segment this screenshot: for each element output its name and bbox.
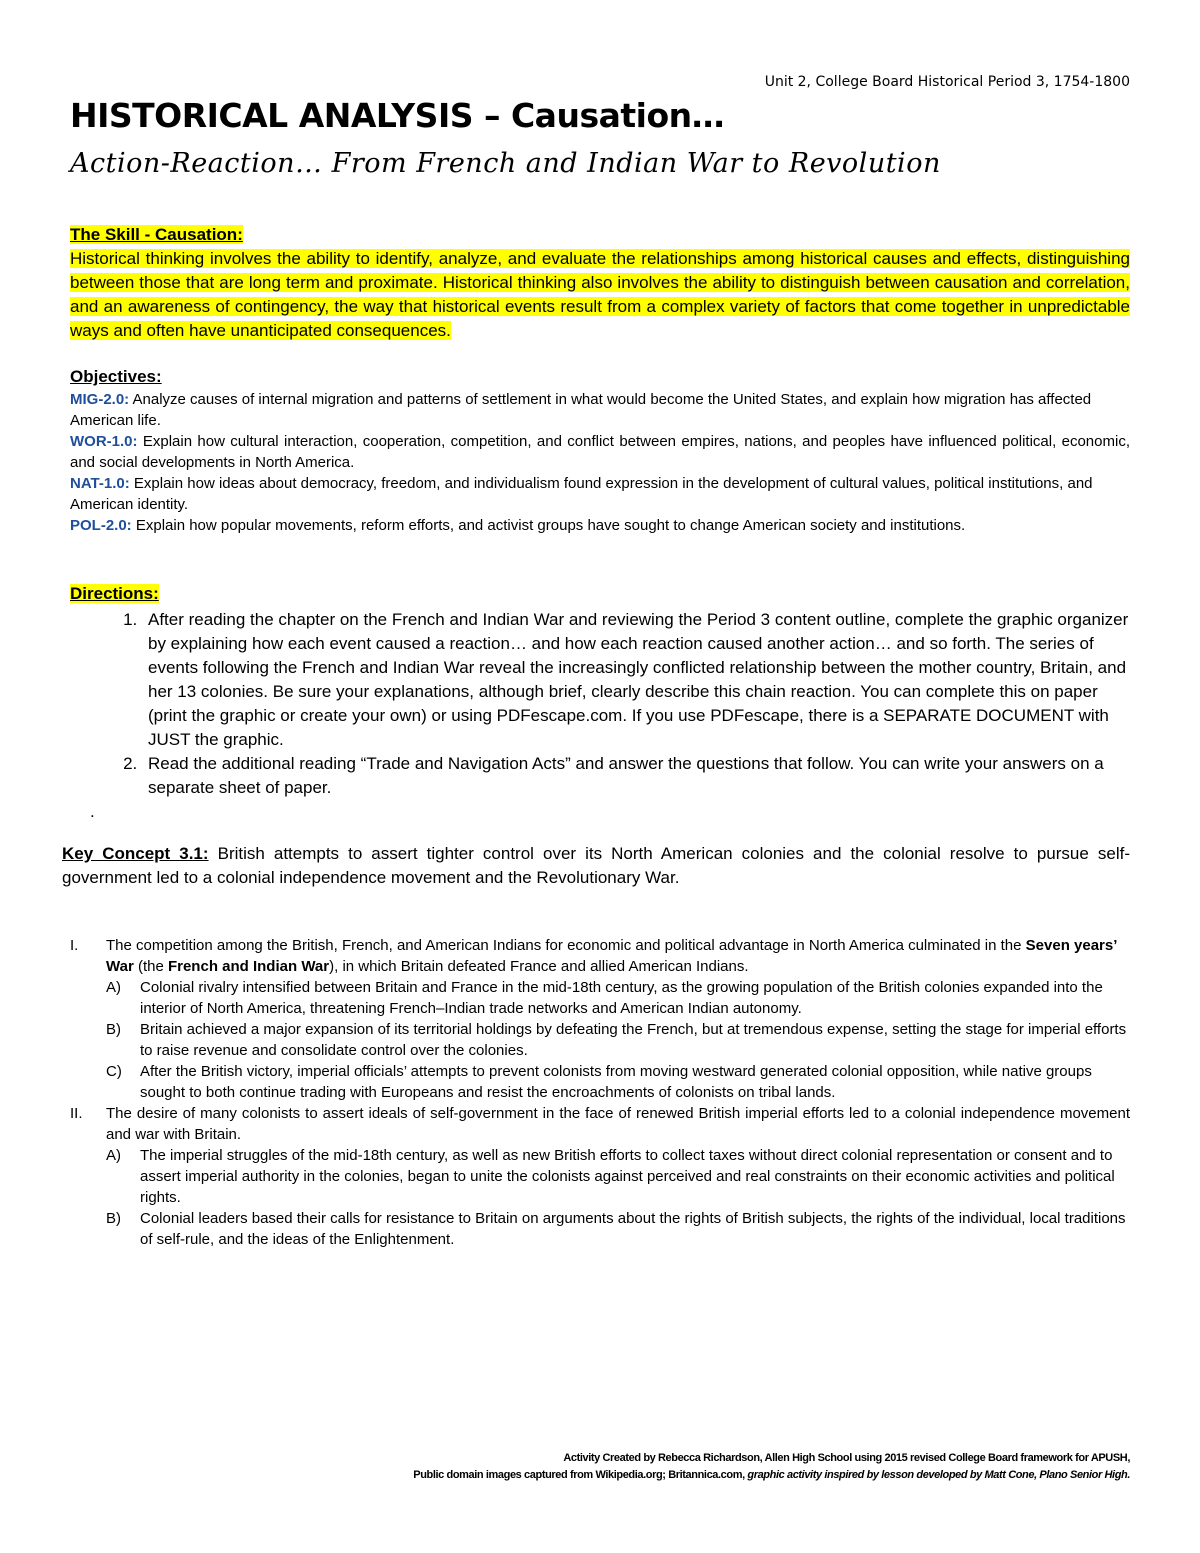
- page-title: HISTORICAL ANALYSIS – Causation…: [70, 96, 725, 135]
- page-subtitle: Action-Reaction… From French and Indian War to Revolution: [70, 148, 941, 179]
- outline-subitem: A) Colonial rivalry intensified between Britain and France in the mid-18th century, as the growing population of the British colonies expanded into the interior of North America, threatening French–Indian trade networks and American Indian autonomy.: [106, 979, 1103, 1017]
- objective-text: Explain how cultural interaction, cooperation, competition, and conflict between empires, nations, and peoples have influenced political, economic, and social developments in North America.: [70, 433, 1130, 471]
- directions-list: [142, 608, 1130, 800]
- outline-section: [70, 1103, 1130, 1145]
- directions-trailing: .: [90, 802, 95, 821]
- objective-code: POL-2.0:: [70, 517, 132, 534]
- skill-heading: The Skill - Causation:: [70, 225, 243, 244]
- outline-subitem: B) Britain achieved a major expansion of its territorial holdings by defeating the French, but at tremendous expense, setting the stage for imperial efforts to raise revenue and consolidate control over the colonies.: [106, 1021, 1127, 1059]
- footer-line-2: Public domain images captured from Wikipedia.org; Britannica.com, graphic activity inspired by lesson developed by Matt Cone, Plano Senior High.: [413, 1469, 1130, 1481]
- footer-credits: [413, 1450, 1130, 1484]
- outline-subitem: B) Colonial leaders based their calls for resistance to Britain on arguments about the rights of British subjects, the rights of the individual, local traditions of self-rule, and the ideas of the Enlightenment.: [106, 1210, 1126, 1248]
- direction-item: 1. After reading the chapter on the French and Indian War and reviewing the Period 3 content outline, complete the graphic organizer by explaining how each event caused a reaction… and how each reaction caused another action… and so forth. The series of events following the French and Indian War reveal the increasingly conflicted relationship between the mother country, Britain, and her 13 colonies. Be sure your explanations, although brief, clearly describe this chain reaction. You can complete this on paper (print the graphic or create your own) or using PDFescape.com. If you use PDFescape, there is a SEPARATE DOCUMENT with JUST the graphic.: [142, 608, 1130, 752]
- objective-code: MIG-2.0:: [70, 391, 130, 408]
- objective-text: Explain how popular movements, reform efforts, and activist groups have sought to change American society and institutions.: [131, 517, 966, 534]
- objective-text: Explain how ideas about democracy, freedom, and individualism found expression in the development of cultural values, political institutions, and American identity.: [70, 475, 1093, 513]
- objective-code: NAT-1.0:: [70, 475, 130, 492]
- objectives-section: [70, 366, 1130, 536]
- objectives-heading: Objectives:: [70, 367, 162, 386]
- key-concept: [62, 842, 1130, 890]
- skill-body: Historical thinking involves the ability to identify, analyze, and evaluate the relationships among historical causes and effects, distinguishing between those that are long term and proximate. Historical thinking also involves the ability to distinguish between causation and correlation, and an awareness of contingency, the way that historical events result from a complex variety of factors that come together in unpredictable ways and often have unanticipated consequences.: [70, 249, 1130, 340]
- outline-numeral: I.: [70, 937, 79, 954]
- outline-text: The competition among the British, French, and American Indians for economic and political advantage in North America culminated in the Seven years’ War (the French and Indian War), in which Britain defeated France and allied American Indians.: [106, 937, 1117, 975]
- objective-item: [70, 389, 1130, 431]
- concept-outline: [70, 935, 1130, 1250]
- objective-item: [70, 431, 1130, 473]
- direction-item: 2. Read the additional reading “Trade and Navigation Acts” and answer the questions that follow. You can write your answers on a separate sheet of paper.: [142, 752, 1130, 800]
- outline-text: The desire of many colonists to assert ideals of self-government in the face of renewed British imperial efforts led to a colonial independence movement and war with Britain.: [106, 1105, 1130, 1143]
- outline-subitem: C) After the British victory, imperial officials’ attempts to prevent colonists from moving westward generated colonial opposition, while native groups sought to both continue trading with Europeans and resist the encroachments of colonists on tribal lands.: [106, 1063, 1092, 1101]
- key-concept-label: Key Concept 3.1:: [62, 844, 209, 863]
- directions-heading: Directions:: [70, 584, 159, 603]
- unit-header: Unit 2, College Board Historical Period 3, 1754-1800: [764, 74, 1130, 90]
- directions-section: [70, 582, 1130, 824]
- objective-text: Analyze causes of internal migration and patterns of settlement in what would become the United States, and explain how migration has affected American life.: [70, 391, 1092, 429]
- objective-item: [70, 473, 1130, 515]
- outline-subitem: A) The imperial struggles of the mid-18th century, as well as new British efforts to collect taxes without direct colonial representation or consent and to assert imperial authority in the colonies, began to unite the colonists against perceived and real constraints on their economic activities and political rights.: [106, 1147, 1115, 1206]
- footer-line-1: Activity Created by Rebecca Richardson, Allen High School using 2015 revised College Board framework for APUSH,: [563, 1452, 1130, 1464]
- key-concept-text: British attempts to assert tighter control over its North American colonies and the colonial resolve to pursue self-government led to a colonial independence movement and the Revolutionary War.: [62, 844, 1130, 887]
- outline-numeral: II.: [70, 1105, 83, 1122]
- objective-code: WOR-1.0:: [70, 433, 138, 450]
- outline-section: [70, 935, 1130, 977]
- skill-section: [70, 223, 1130, 343]
- objective-item: [70, 515, 1130, 536]
